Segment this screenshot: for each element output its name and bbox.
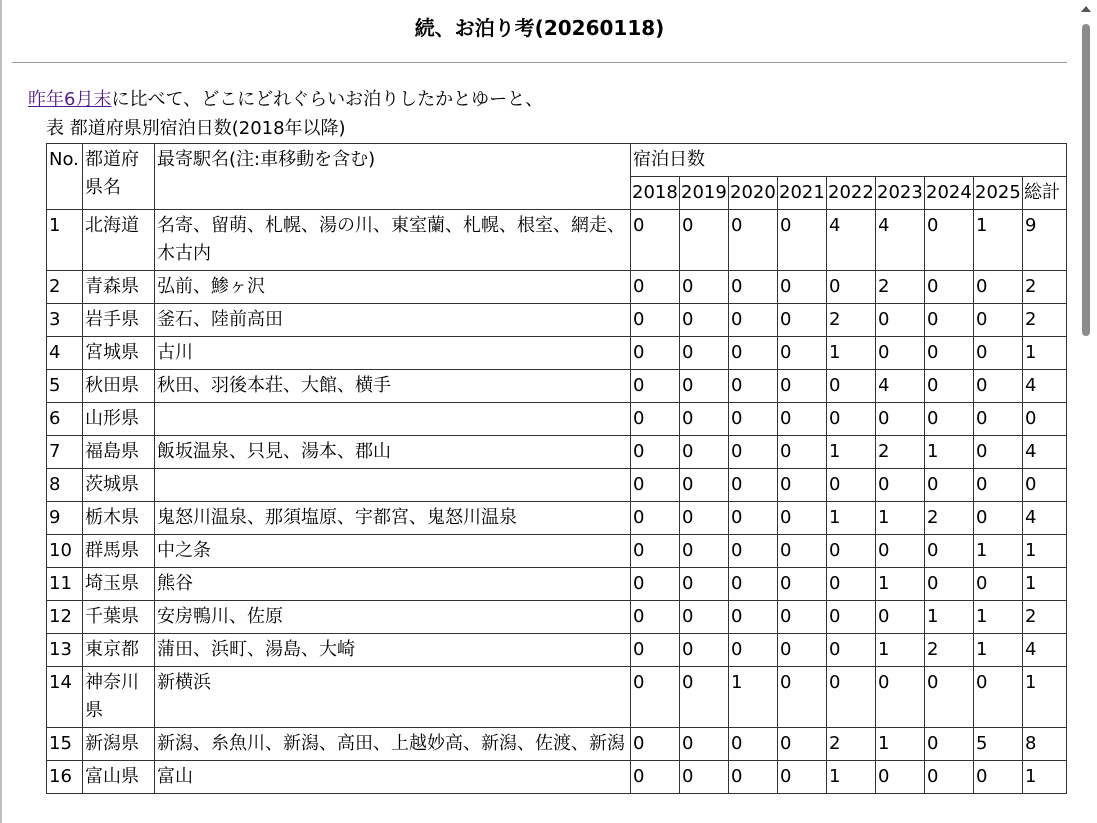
nights-2018-cell: 0 (631, 761, 680, 794)
nights-2019-cell: 0 (680, 502, 729, 535)
total-cell: 2 (1023, 601, 1067, 634)
nights-2020-cell: 0 (729, 728, 778, 761)
nights-2019-cell: 0 (680, 469, 729, 502)
nights-2020-cell: 0 (729, 210, 778, 271)
nights-2018-cell: 0 (631, 728, 680, 761)
station-cell: 秋田、羽後本荘、大館、横手 (155, 370, 631, 403)
header-station: 最寄駅名(注:車移動を含む) (155, 144, 631, 210)
row-no-cell: 4 (47, 337, 83, 370)
nights-2019-cell: 0 (680, 535, 729, 568)
total-cell: 1 (1023, 667, 1067, 728)
station-cell: 鬼怒川温泉、那須塩原、宇都宮、鬼怒川温泉 (155, 502, 631, 535)
page-title: 続、お泊り考(20260118) (414, 16, 665, 40)
total-cell: 9 (1023, 210, 1067, 271)
table-row (47, 403, 1067, 436)
total-cell: 8 (1023, 728, 1067, 761)
station-cell: 新横浜 (155, 667, 631, 728)
station-cell: 熊谷 (155, 568, 631, 601)
nights-2022-cell: 1 (827, 502, 876, 535)
header-year-2018: 2018 (631, 177, 680, 210)
prefecture-cell: 茨城県 (83, 469, 155, 502)
total-cell: 2 (1023, 304, 1067, 337)
nights-2021-cell: 0 (778, 535, 827, 568)
table-row (47, 728, 1067, 761)
nights-2022-cell: 0 (827, 370, 876, 403)
station-cell: 中之条 (155, 535, 631, 568)
row-no-cell: 7 (47, 436, 83, 469)
nights-2023-cell: 1 (876, 728, 925, 761)
table-row (47, 568, 1067, 601)
prefecture-cell: 新潟県 (83, 728, 155, 761)
row-no-cell: 2 (47, 271, 83, 304)
table-row (47, 304, 1067, 337)
nights-2023-cell: 0 (876, 469, 925, 502)
nights-2024-cell: 0 (925, 370, 974, 403)
nights-2025-cell: 0 (974, 667, 1023, 728)
nights-2020-cell: 0 (729, 370, 778, 403)
nights-2023-cell: 0 (876, 667, 925, 728)
window-left-border (0, 0, 2, 823)
header-year-2021: 2021 (778, 177, 827, 210)
nights-2019-cell: 0 (680, 667, 729, 728)
nights-2021-cell: 0 (778, 436, 827, 469)
station-cell: 名寄、留萌、札幌、湯の川、東室蘭、札幌、根室、網走、木古内 (155, 210, 631, 271)
row-no-cell: 15 (47, 728, 83, 761)
nights-2022-cell: 0 (827, 469, 876, 502)
nights-2020-cell: 0 (729, 304, 778, 337)
title-divider (12, 62, 1067, 63)
table-row (47, 601, 1067, 634)
nights-2025-cell: 1 (974, 210, 1023, 271)
nights-2019-cell: 0 (680, 436, 729, 469)
nights-2024-cell: 2 (925, 502, 974, 535)
nights-2023-cell: 1 (876, 502, 925, 535)
nights-2018-cell: 0 (631, 403, 680, 436)
table-row (47, 436, 1067, 469)
header-year-2020: 2020 (729, 177, 778, 210)
header-year-2022: 2022 (827, 177, 876, 210)
header-prefecture: 都道府県名 (83, 144, 155, 210)
nights-2022-cell: 1 (827, 337, 876, 370)
prefecture-cell: 宮城県 (83, 337, 155, 370)
row-no-cell: 16 (47, 761, 83, 794)
prefecture-cell: 富山県 (83, 761, 155, 794)
scrollbar-thumb[interactable] (1082, 24, 1090, 336)
total-cell: 0 (1023, 403, 1067, 436)
nights-2019-cell: 0 (680, 403, 729, 436)
nights-2021-cell: 0 (778, 728, 827, 761)
table-row (47, 761, 1067, 794)
nights-2021-cell: 0 (778, 370, 827, 403)
header-year-2025: 2025 (974, 177, 1023, 210)
nights-2021-cell: 0 (778, 403, 827, 436)
nights-2025-cell: 1 (974, 535, 1023, 568)
nights-2021-cell: 0 (778, 667, 827, 728)
total-cell: 1 (1023, 535, 1067, 568)
nights-2020-cell: 0 (729, 271, 778, 304)
nights-2024-cell: 0 (925, 337, 974, 370)
nights-2021-cell: 0 (778, 601, 827, 634)
nights-2024-cell: 0 (925, 469, 974, 502)
table-row (47, 337, 1067, 370)
nights-2022-cell: 1 (827, 761, 876, 794)
row-no-cell: 1 (47, 210, 83, 271)
prefecture-cell: 埼玉県 (83, 568, 155, 601)
total-cell: 0 (1023, 469, 1067, 502)
table-row (47, 667, 1067, 728)
nights-2020-cell: 0 (729, 436, 778, 469)
table-caption: 表 都道府県別宿泊日数(2018年以降) (46, 118, 346, 139)
vertical-scrollbar[interactable] (1075, 0, 1097, 823)
nights-2023-cell: 0 (876, 761, 925, 794)
nights-2024-cell: 0 (925, 210, 974, 271)
nights-2024-cell: 0 (925, 535, 974, 568)
nights-2018-cell: 0 (631, 210, 680, 271)
station-cell: 古川 (155, 337, 631, 370)
nights-2024-cell: 0 (925, 403, 974, 436)
nights-2024-cell: 1 (925, 601, 974, 634)
nights-2019-cell: 0 (680, 761, 729, 794)
nights-2024-cell: 0 (925, 728, 974, 761)
prefecture-cell: 千葉県 (83, 601, 155, 634)
table-row (47, 502, 1067, 535)
nights-2021-cell: 0 (778, 502, 827, 535)
nights-2018-cell: 0 (631, 535, 680, 568)
header-no: No. (47, 144, 83, 210)
station-cell: 蒲田、浜町、湯島、大崎 (155, 634, 631, 667)
nights-2025-cell: 0 (974, 436, 1023, 469)
nights-2019-cell: 0 (680, 568, 729, 601)
nights-2024-cell: 2 (925, 634, 974, 667)
table-row (47, 370, 1067, 403)
station-cell: 新潟、糸魚川、新潟、高田、上越妙高、新潟、佐渡、新潟 (155, 728, 631, 761)
total-cell: 4 (1023, 634, 1067, 667)
nights-2023-cell: 0 (876, 601, 925, 634)
nights-2024-cell: 0 (925, 271, 974, 304)
nights-2022-cell: 4 (827, 210, 876, 271)
nights-2018-cell: 0 (631, 667, 680, 728)
total-cell: 1 (1023, 761, 1067, 794)
nights-2018-cell: 0 (631, 370, 680, 403)
nights-2019-cell: 0 (680, 304, 729, 337)
total-cell: 1 (1023, 337, 1067, 370)
nights-2019-cell: 0 (680, 210, 729, 271)
nights-2024-cell: 0 (925, 667, 974, 728)
nights-2020-cell: 0 (729, 337, 778, 370)
prefecture-cell: 群馬県 (83, 535, 155, 568)
nights-2023-cell: 0 (876, 304, 925, 337)
prefecture-cell: 福島県 (83, 436, 155, 469)
nights-2020-cell: 0 (729, 601, 778, 634)
station-cell: 弘前、鯵ヶ沢 (155, 271, 631, 304)
header-year-2023: 2023 (876, 177, 925, 210)
nights-2021-cell: 0 (778, 210, 827, 271)
nights-2020-cell: 0 (729, 403, 778, 436)
prefecture-cell: 神奈川県 (83, 667, 155, 728)
total-cell: 4 (1023, 502, 1067, 535)
row-no-cell: 11 (47, 568, 83, 601)
prefecture-cell: 秋田県 (83, 370, 155, 403)
header-total: 総計 (1023, 177, 1067, 210)
nights-2022-cell: 0 (827, 667, 876, 728)
nights-2018-cell: 0 (631, 436, 680, 469)
row-no-cell: 14 (47, 667, 83, 728)
nights-2025-cell: 5 (974, 728, 1023, 761)
table-body (47, 210, 1067, 794)
nights-2018-cell: 0 (631, 337, 680, 370)
nights-2025-cell: 0 (974, 568, 1023, 601)
nights-2025-cell: 0 (974, 337, 1023, 370)
total-cell: 2 (1023, 271, 1067, 304)
nights-2021-cell: 0 (778, 634, 827, 667)
nights-2023-cell: 2 (876, 436, 925, 469)
nights-2022-cell: 1 (827, 436, 876, 469)
row-no-cell: 13 (47, 634, 83, 667)
nights-2018-cell: 0 (631, 601, 680, 634)
station-cell (155, 403, 631, 436)
row-no-cell: 9 (47, 502, 83, 535)
row-no-cell: 12 (47, 601, 83, 634)
header-nights: 宿泊日数 (631, 144, 1067, 177)
nights-2018-cell: 0 (631, 271, 680, 304)
nights-2020-cell: 0 (729, 502, 778, 535)
prefecture-cell: 山形県 (83, 403, 155, 436)
row-no-cell: 6 (47, 403, 83, 436)
nights-2025-cell: 0 (974, 502, 1023, 535)
station-cell (155, 469, 631, 502)
nights-2025-cell: 0 (974, 761, 1023, 794)
nights-2018-cell: 0 (631, 634, 680, 667)
nights-2018-cell: 0 (631, 304, 680, 337)
nights-2018-cell: 0 (631, 502, 680, 535)
nights-2023-cell: 2 (876, 271, 925, 304)
table-row (47, 210, 1067, 271)
nights-2019-cell: 0 (680, 271, 729, 304)
prefecture-cell: 東京都 (83, 634, 155, 667)
nights-2019-cell: 0 (680, 370, 729, 403)
station-cell: 飯坂温泉、只見、湯本、郡山 (155, 436, 631, 469)
scroll-up-arrow-icon[interactable] (1081, 6, 1091, 12)
nights-2020-cell: 0 (729, 761, 778, 794)
nights-2022-cell: 0 (827, 535, 876, 568)
nights-2025-cell: 0 (974, 403, 1023, 436)
nights-2025-cell: 0 (974, 469, 1023, 502)
nights-2023-cell: 4 (876, 370, 925, 403)
station-cell: 釜石、陸前高田 (155, 304, 631, 337)
nights-2025-cell: 1 (974, 634, 1023, 667)
previous-post-link[interactable]: 昨年6月末 (28, 89, 112, 110)
table-row (47, 271, 1067, 304)
station-cell: 富山 (155, 761, 631, 794)
nights-2023-cell: 4 (876, 210, 925, 271)
table-row (47, 469, 1067, 502)
nights-2020-cell: 0 (729, 634, 778, 667)
row-no-cell: 3 (47, 304, 83, 337)
nights-2023-cell: 0 (876, 403, 925, 436)
nights-2025-cell: 1 (974, 601, 1023, 634)
stay-days-table (46, 143, 1067, 794)
prefecture-cell: 岩手県 (83, 304, 155, 337)
total-cell: 4 (1023, 436, 1067, 469)
nights-2025-cell: 0 (974, 370, 1023, 403)
nights-2020-cell: 0 (729, 568, 778, 601)
nights-2023-cell: 1 (876, 634, 925, 667)
nights-2020-cell: 0 (729, 469, 778, 502)
row-no-cell: 5 (47, 370, 83, 403)
nights-2022-cell: 2 (827, 304, 876, 337)
nights-2024-cell: 1 (925, 436, 974, 469)
nights-2022-cell: 2 (827, 728, 876, 761)
table-row (47, 634, 1067, 667)
nights-2022-cell: 0 (827, 568, 876, 601)
nights-2019-cell: 0 (680, 337, 729, 370)
nights-2021-cell: 0 (778, 469, 827, 502)
nights-2018-cell: 0 (631, 568, 680, 601)
nights-2021-cell: 0 (778, 568, 827, 601)
nights-2020-cell: 1 (729, 667, 778, 728)
nights-2022-cell: 0 (827, 634, 876, 667)
nights-2021-cell: 0 (778, 304, 827, 337)
prefecture-cell: 青森県 (83, 271, 155, 304)
nights-2019-cell: 0 (680, 728, 729, 761)
intro-text: に比べて、どこにどれぐらいお泊りしたかとゆーと、 (111, 89, 544, 110)
nights-2018-cell: 0 (631, 469, 680, 502)
header-year-2019: 2019 (680, 177, 729, 210)
nights-2025-cell: 0 (974, 271, 1023, 304)
nights-2023-cell: 0 (876, 337, 925, 370)
nights-2019-cell: 0 (680, 601, 729, 634)
nights-2022-cell: 0 (827, 601, 876, 634)
nights-2020-cell: 0 (729, 535, 778, 568)
header-year-2024: 2024 (925, 177, 974, 210)
row-no-cell: 10 (47, 535, 83, 568)
nights-2024-cell: 0 (925, 761, 974, 794)
nights-2023-cell: 1 (876, 568, 925, 601)
nights-2023-cell: 0 (876, 535, 925, 568)
nights-2022-cell: 0 (827, 271, 876, 304)
station-cell: 安房鴨川、佐原 (155, 601, 631, 634)
nights-2024-cell: 0 (925, 568, 974, 601)
prefecture-cell: 栃木県 (83, 502, 155, 535)
total-cell: 1 (1023, 568, 1067, 601)
nights-2019-cell: 0 (680, 634, 729, 667)
nights-2025-cell: 0 (974, 304, 1023, 337)
nights-2021-cell: 0 (778, 761, 827, 794)
row-no-cell: 8 (47, 469, 83, 502)
nights-2022-cell: 0 (827, 403, 876, 436)
intro-paragraph (28, 88, 543, 112)
table-row (47, 535, 1067, 568)
header-row-1 (47, 144, 1067, 177)
total-cell: 4 (1023, 370, 1067, 403)
nights-2024-cell: 0 (925, 304, 974, 337)
prefecture-cell: 北海道 (83, 210, 155, 271)
nights-2021-cell: 0 (778, 271, 827, 304)
nights-2021-cell: 0 (778, 337, 827, 370)
